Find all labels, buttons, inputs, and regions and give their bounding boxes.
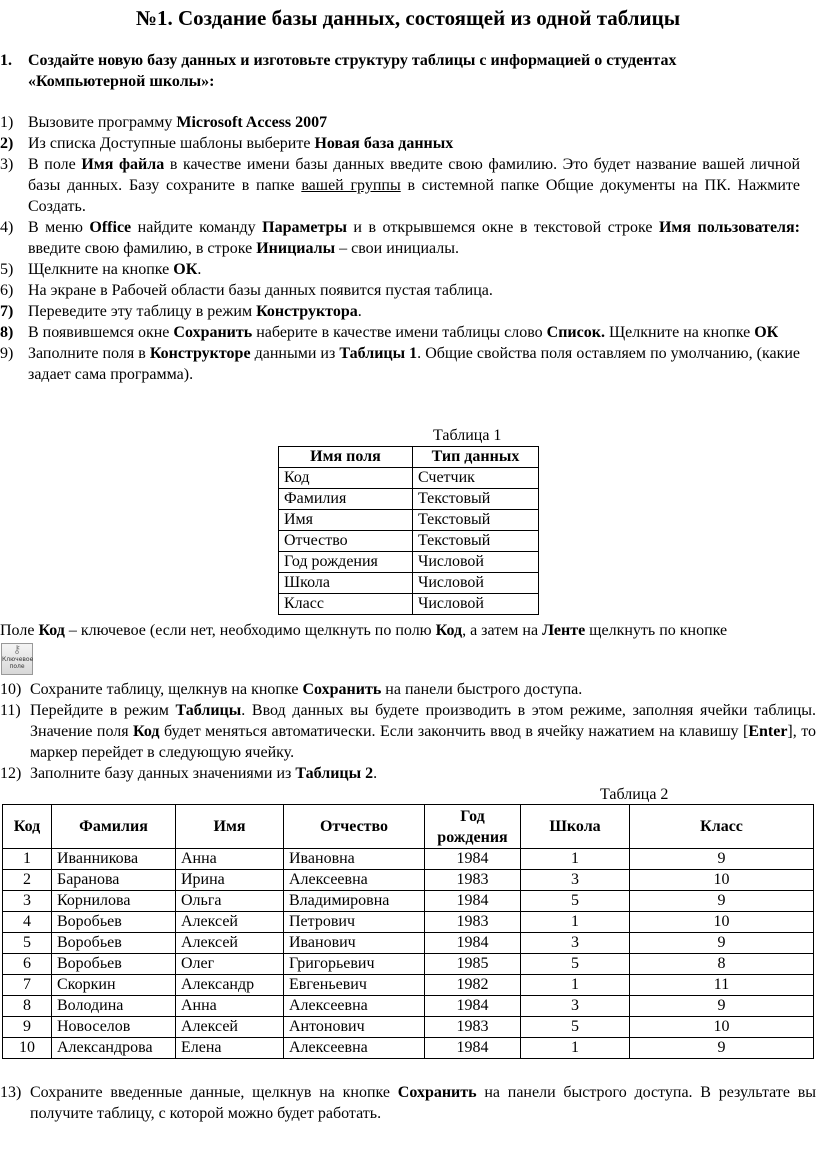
table-row: 2 Баранова Ирина Алексеевна 1983 3 10 — [3, 870, 814, 891]
header-cell: Фамилия — [52, 805, 176, 849]
table-header-row — [3, 805, 814, 849]
task-text: Создайте новую базу данных и изготовьте структуру таблицы с информацией о студентах «Компьютерной школы»: — [28, 52, 677, 90]
step-8: 8) В появившемся окне Сохранить наберите в качестве имени таблицы слово Список. Щелкните на кнопке ОК — [0, 324, 779, 341]
step-13: 13) Сохраните введенные данные, щелкнув на кнопке Сохранить на панели быстрого доступа. В результате вы получите таблицу, с которой можно будет работать. — [0, 1084, 816, 1122]
table-row: 1 Иванникова Анна Ивановна 1984 1 9 — [3, 849, 814, 870]
table-1 — [278, 446, 539, 615]
table-row: Класс Числовой — [279, 594, 539, 615]
table-row: Фамилия Текстовый — [279, 489, 539, 510]
step-6: 6) На экране в Рабочей области базы данных появится пустая таблица. — [0, 282, 493, 299]
task-number: 1. — [0, 52, 12, 69]
header-cell: Школа — [521, 805, 630, 849]
step-10: 10) Сохраните таблицу, щелкнув на кнопке Сохранить на панели быстрого доступа. — [0, 681, 583, 698]
page-title: №1. Создание базы данных, состоящей из одной таблицы — [135, 6, 681, 30]
header-cell: Имя поля — [279, 447, 413, 468]
header-cell: Имя — [176, 805, 284, 849]
step-3: 3) В поле Имя файла в качестве имени базы данных введите свою фамилию. Это будет название вашей личной базы данных. Базу сохраните в папке вашей группы в системной папке Общие документы на ПК. Нажмите Создать. — [0, 156, 801, 215]
step-4: 4) В меню Office найдите команду Параметры и в открывшемся окне в текстовой строке Имя пользователя: введите свою фамилию, в строке Инициалы – свои инициалы. — [0, 219, 801, 257]
header-cell: Класс — [630, 805, 814, 849]
table-row: 3 Корнилова Ольга Владимировна 1984 5 9 — [3, 891, 814, 912]
header-cell: Код — [3, 805, 52, 849]
step-11: 11) Перейдите в режим Таблицы. Ввод данных вы будете производить в этом режиме, заполняя ячейки таблицы. Значение поля Код будет меняться автоматически. Если закончить ввод в ячейку нажатием на клавишу [Enter], то маркер перейдет в следующую ячейку. — [0, 702, 816, 761]
table-row: 7 Скоркин Александр Евгеньевич 1982 1 11 — [3, 975, 814, 996]
table-row: 4 Воробьев Алексей Петрович 1983 1 10 — [3, 912, 814, 933]
key-field-note: Поле Код – ключевое (если нет, необходимо щелкнуть по полю Код, а затем на Ленте щелкнуть по кнопке — [0, 622, 728, 639]
step-9: 9) Заполните поля в Конструкторе данными из Таблицы 1. Общие свойства поля оставляем по умолчанию, (какие задает сама программа). — [0, 345, 801, 383]
table-header-row — [279, 447, 539, 468]
table-row: Школа Числовой — [279, 573, 539, 594]
header-cell: Тип данных — [412, 447, 538, 468]
steps-list — [0, 112, 800, 385]
step-7: 7) Переведите эту таблицу в режим Конструктора. — [0, 303, 362, 320]
table-row: Отчество Текстовый — [279, 531, 539, 552]
table-row: Год рождения Числовой — [279, 552, 539, 573]
step-12: 12) Заполните базу данных значениями из Таблицы 2. — [0, 765, 378, 782]
table-row: 6 Воробьев Олег Григорьевич 1985 5 8 — [3, 954, 814, 975]
table-row: 9 Новоселов Алексей Антонович 1983 5 10 — [3, 1017, 814, 1038]
step-1: 1) Вызовите программу Microsoft Access 2007 — [0, 114, 328, 131]
step-2: 2) Из списка Доступные шаблоны выберите Новая база данных — [0, 135, 454, 152]
table-row: Код Счетчик — [279, 468, 539, 489]
key-field-icon: ⚷ Ключевое поле — [1, 643, 33, 675]
table-row: 5 Воробьев Алексей Иванович 1984 3 9 — [3, 933, 814, 954]
header-cell: Год рождения — [425, 805, 521, 849]
table-row: 10 Александрова Елена Алексеевна 1984 1 9 — [3, 1038, 814, 1059]
table-row: 8 Володина Анна Алексеевна 1984 3 9 — [3, 996, 814, 1017]
table-row: Имя Текстовый — [279, 510, 539, 531]
table-2 — [2, 804, 814, 1059]
table2-caption: Таблица 2 — [600, 786, 669, 803]
step-5: 5) Щелкните на кнопке ОК. — [0, 261, 202, 278]
header-cell: Отчество — [284, 805, 425, 849]
table1-caption: Таблица 1 — [433, 427, 502, 444]
steps-list-2 — [0, 679, 816, 784]
